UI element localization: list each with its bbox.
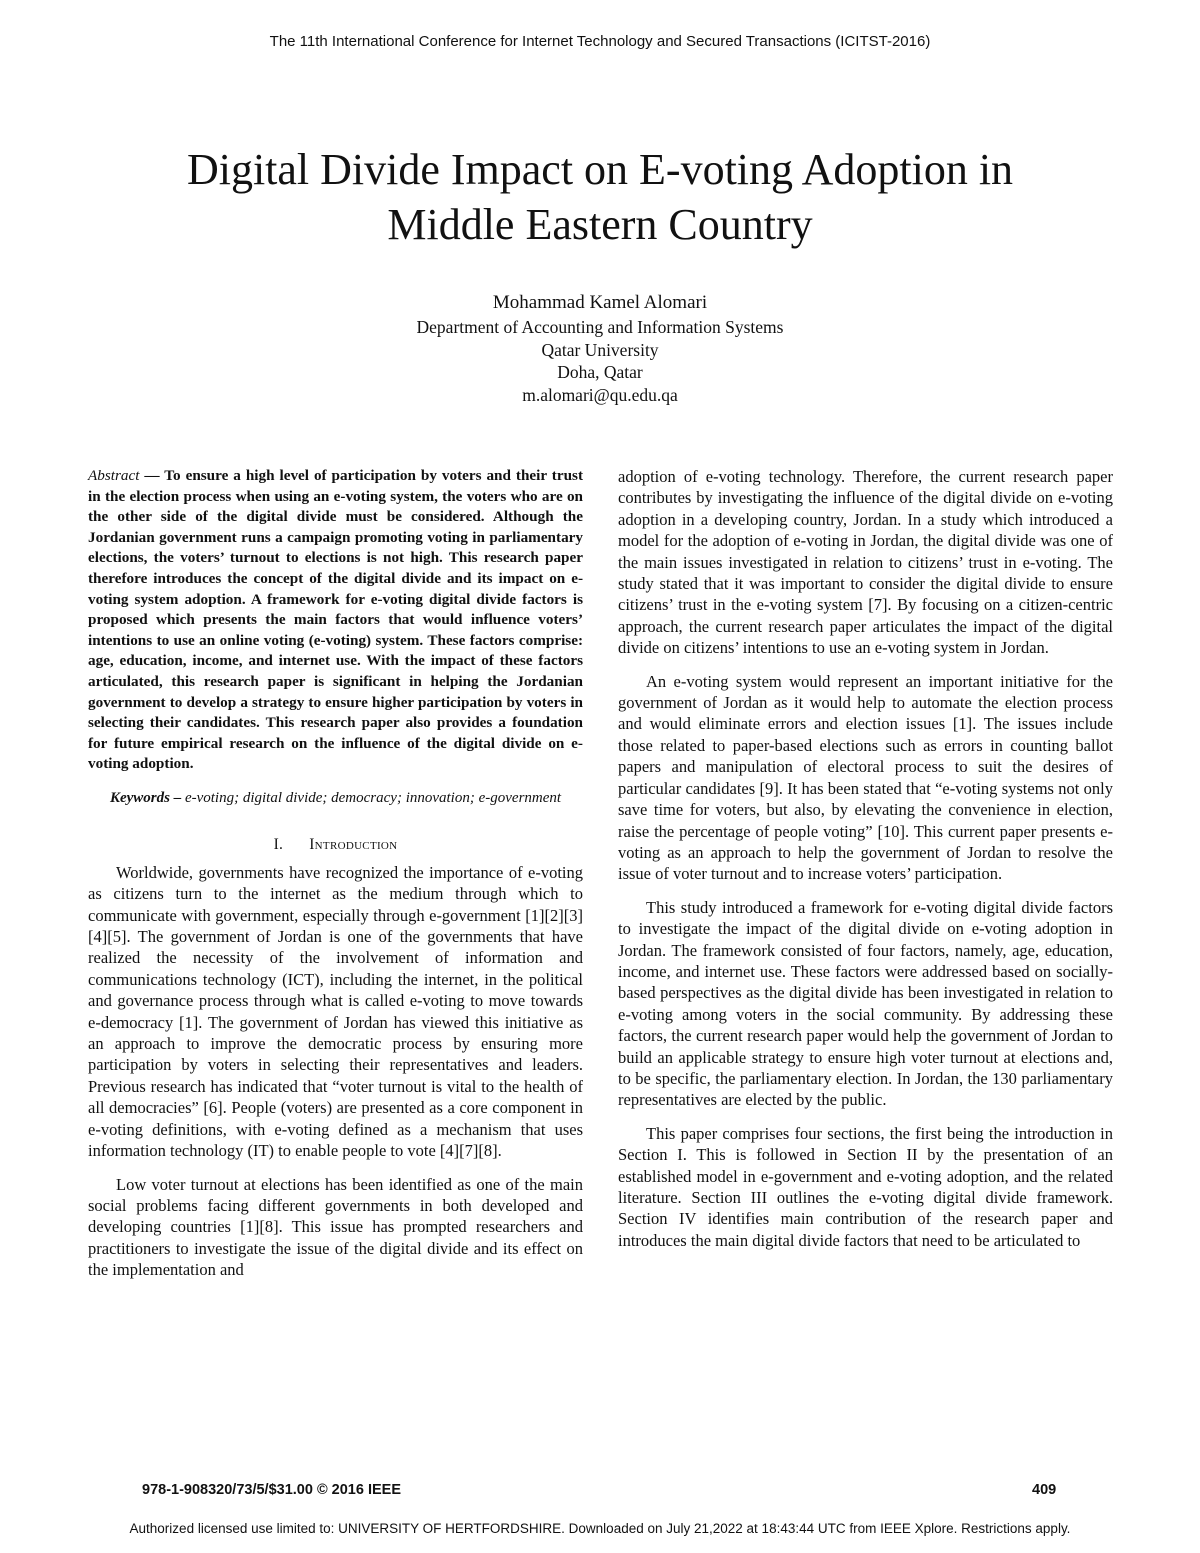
title-line-2: Middle Eastern Country (387, 200, 813, 249)
conference-header: The 11th International Conference for Internet Technology and Secured Transactions (ICITST-2016) (269, 33, 931, 50)
abstract-separator: — (139, 467, 165, 484)
keywords-text: e-voting; digital divide; democracy; innovation; e-government (181, 789, 562, 806)
author-email[interactable]: m.alomari@qu.edu.qa (522, 384, 678, 405)
abstract-label: Abstract (88, 467, 140, 484)
authorization-notice: Authorized licensed use limited to: UNIVERSITY OF HERTFORDSHIRE. Downloaded on July 21,2022 at 18:43:44 UTC from IEEE Xplore. Restrictions apply. (129, 1521, 1071, 1536)
right-paragraph-4: This paper comprises four sections, the first being the introduction in Section I. This is followed in Section II by the presentation of an established model in e-government and e-voting adoption, and the related literature. Section III outlines the e-voting digital divide framework. Section IV identifies main contribution of the research paper and introduces the main digital divide factors that need to be articulated to (618, 1123, 1113, 1250)
paper-title (100, 142, 1100, 252)
right-column (618, 466, 1113, 1263)
section-heading-introduction (88, 834, 583, 855)
author-location: Doha, Qatar (557, 362, 643, 382)
keywords (96, 788, 575, 809)
author-department: Department of Accounting and Information Systems (416, 317, 784, 337)
right-paragraph-1: adoption of e-voting technology. Therefore, the current research paper contributes by investigating the influence of the digital divide on e-voting adoption in a developing country, Jordan. In a study which introduced a model for the adoption of e-voting in Jordan, the digital divide was one of the main issues investigated in relation to citizens’ trust in e-voting. The study stated that it was important to consider the digital divide to ensure citizens’ trust in the e-voting system [7]. By focusing on a citizen-centric approach, the current research paper articulates the impact of the digital divide on citizens’ intentions to use an e-voting system in Jordan. (618, 467, 1113, 658)
author-university: Qatar University (541, 339, 659, 360)
author-name: Mohammad Kamel Alomari (492, 292, 708, 313)
left-column (88, 466, 583, 1293)
abstract-text: To ensure a high level of participation by voters and their trust in the election process when using an e-voting system, the voters who are on the other side of the digital divide must be considered. Although the Jordanian government runs a campaign promoting voting in parliamentary elections, the voters’ turnout to elections is not high. This research paper therefore introduces the concept of the digital divide and its impact on e-voting system adoption. A framework for e-voting digital divide factors is proposed which presents the main factors that would influence voters’ intentions to use an online voting (e-voting) system. These factors comprise: age, education, income, and internet use. With the impact of these factors articulated, this research paper is significant in helping the Jordanian government to develop a strategy to ensure higher participation by voters in selecting their candidates. This research paper also provides a foundation for future empirical research on the influence of the digital divide on e-voting adoption. (88, 467, 583, 773)
left-paragraph-1: Worldwide, governments have recognized the importance of e-voting as citizens turn to the internet as the medium through which to communicate with government, especially through e-government [1][2][3][4][5]. The government of Jordan is one of the governments that have realized the necessity of the involvement of information and communications technology (ICT), including the internet, in the political and governance process through what is called e-voting to move towards e-democracy [1]. The government of Jordan has viewed this initiative as an approach to improve the democratic process by ensuring more participation by voters in selecting their representatives and leaders. Previous research has indicated that “voter turnout is vital to the health of all democracies” [6]. People (voters) are presented as a core component in e-voting definitions, with e-voting defined as a mechanism that uses information technology (IT) to enable people to vote [4][7][8]. (88, 862, 583, 1161)
footer-isbn: 978-1-908320/73/5/$31.00 © 2016 IEEE (142, 1482, 401, 1498)
section-number: I. (273, 836, 284, 854)
right-paragraph-3: This study introduced a framework for e-voting digital divide factors to investigate the impact of the digital divide on e-voting adoption in Jordan. The framework consisted of four factors, namely, age, education, income, and internet use. These factors were addressed based on socially-based perspectives as the digital divide has been investigated in relation to e-voting among voters in the social community. By addressing these factors, the current research paper would help the government of Jordan to build an applicable strategy to ensure high voter turnout at elections and, to be specific, the parliamentary election. In Jordan, the 130 parliamentary representatives are elected by the public. (618, 897, 1113, 1110)
title-line-1: Digital Divide Impact on E-voting Adoption in (186, 145, 1014, 194)
keywords-label: Keywords – (109, 789, 182, 806)
section-title: Introduction (309, 836, 398, 854)
left-paragraph-2: Low voter turnout at elections has been identified as one of the main social problems facing different governments in both developed and developing countries [1][8]. This issue has prompted researchers and practitioners to investigate the issue of the digital divide and its effect on the implementation and (88, 1174, 583, 1280)
author-block (300, 290, 900, 406)
right-paragraph-2: An e-voting system would represent an important initiative for the government of Jordan as it would help to automate the election process and would eliminate errors and election issues [1]. The issues include those related to paper-based elections such as errors in counting ballot papers and manipulation of electoral process to suit the desires of particular candidates [9]. It has been stated that “e-voting systems not only save time for voters, but also, by elevating the convenience in election, raise the percentage of people voting” [10]. This current paper presents e-voting as an approach to help the government of Jordan to resolve the issue of voter turnout and to increase voters’ participation. (618, 671, 1113, 884)
footer-page-number: 409 (1032, 1482, 1057, 1498)
abstract (88, 466, 583, 775)
